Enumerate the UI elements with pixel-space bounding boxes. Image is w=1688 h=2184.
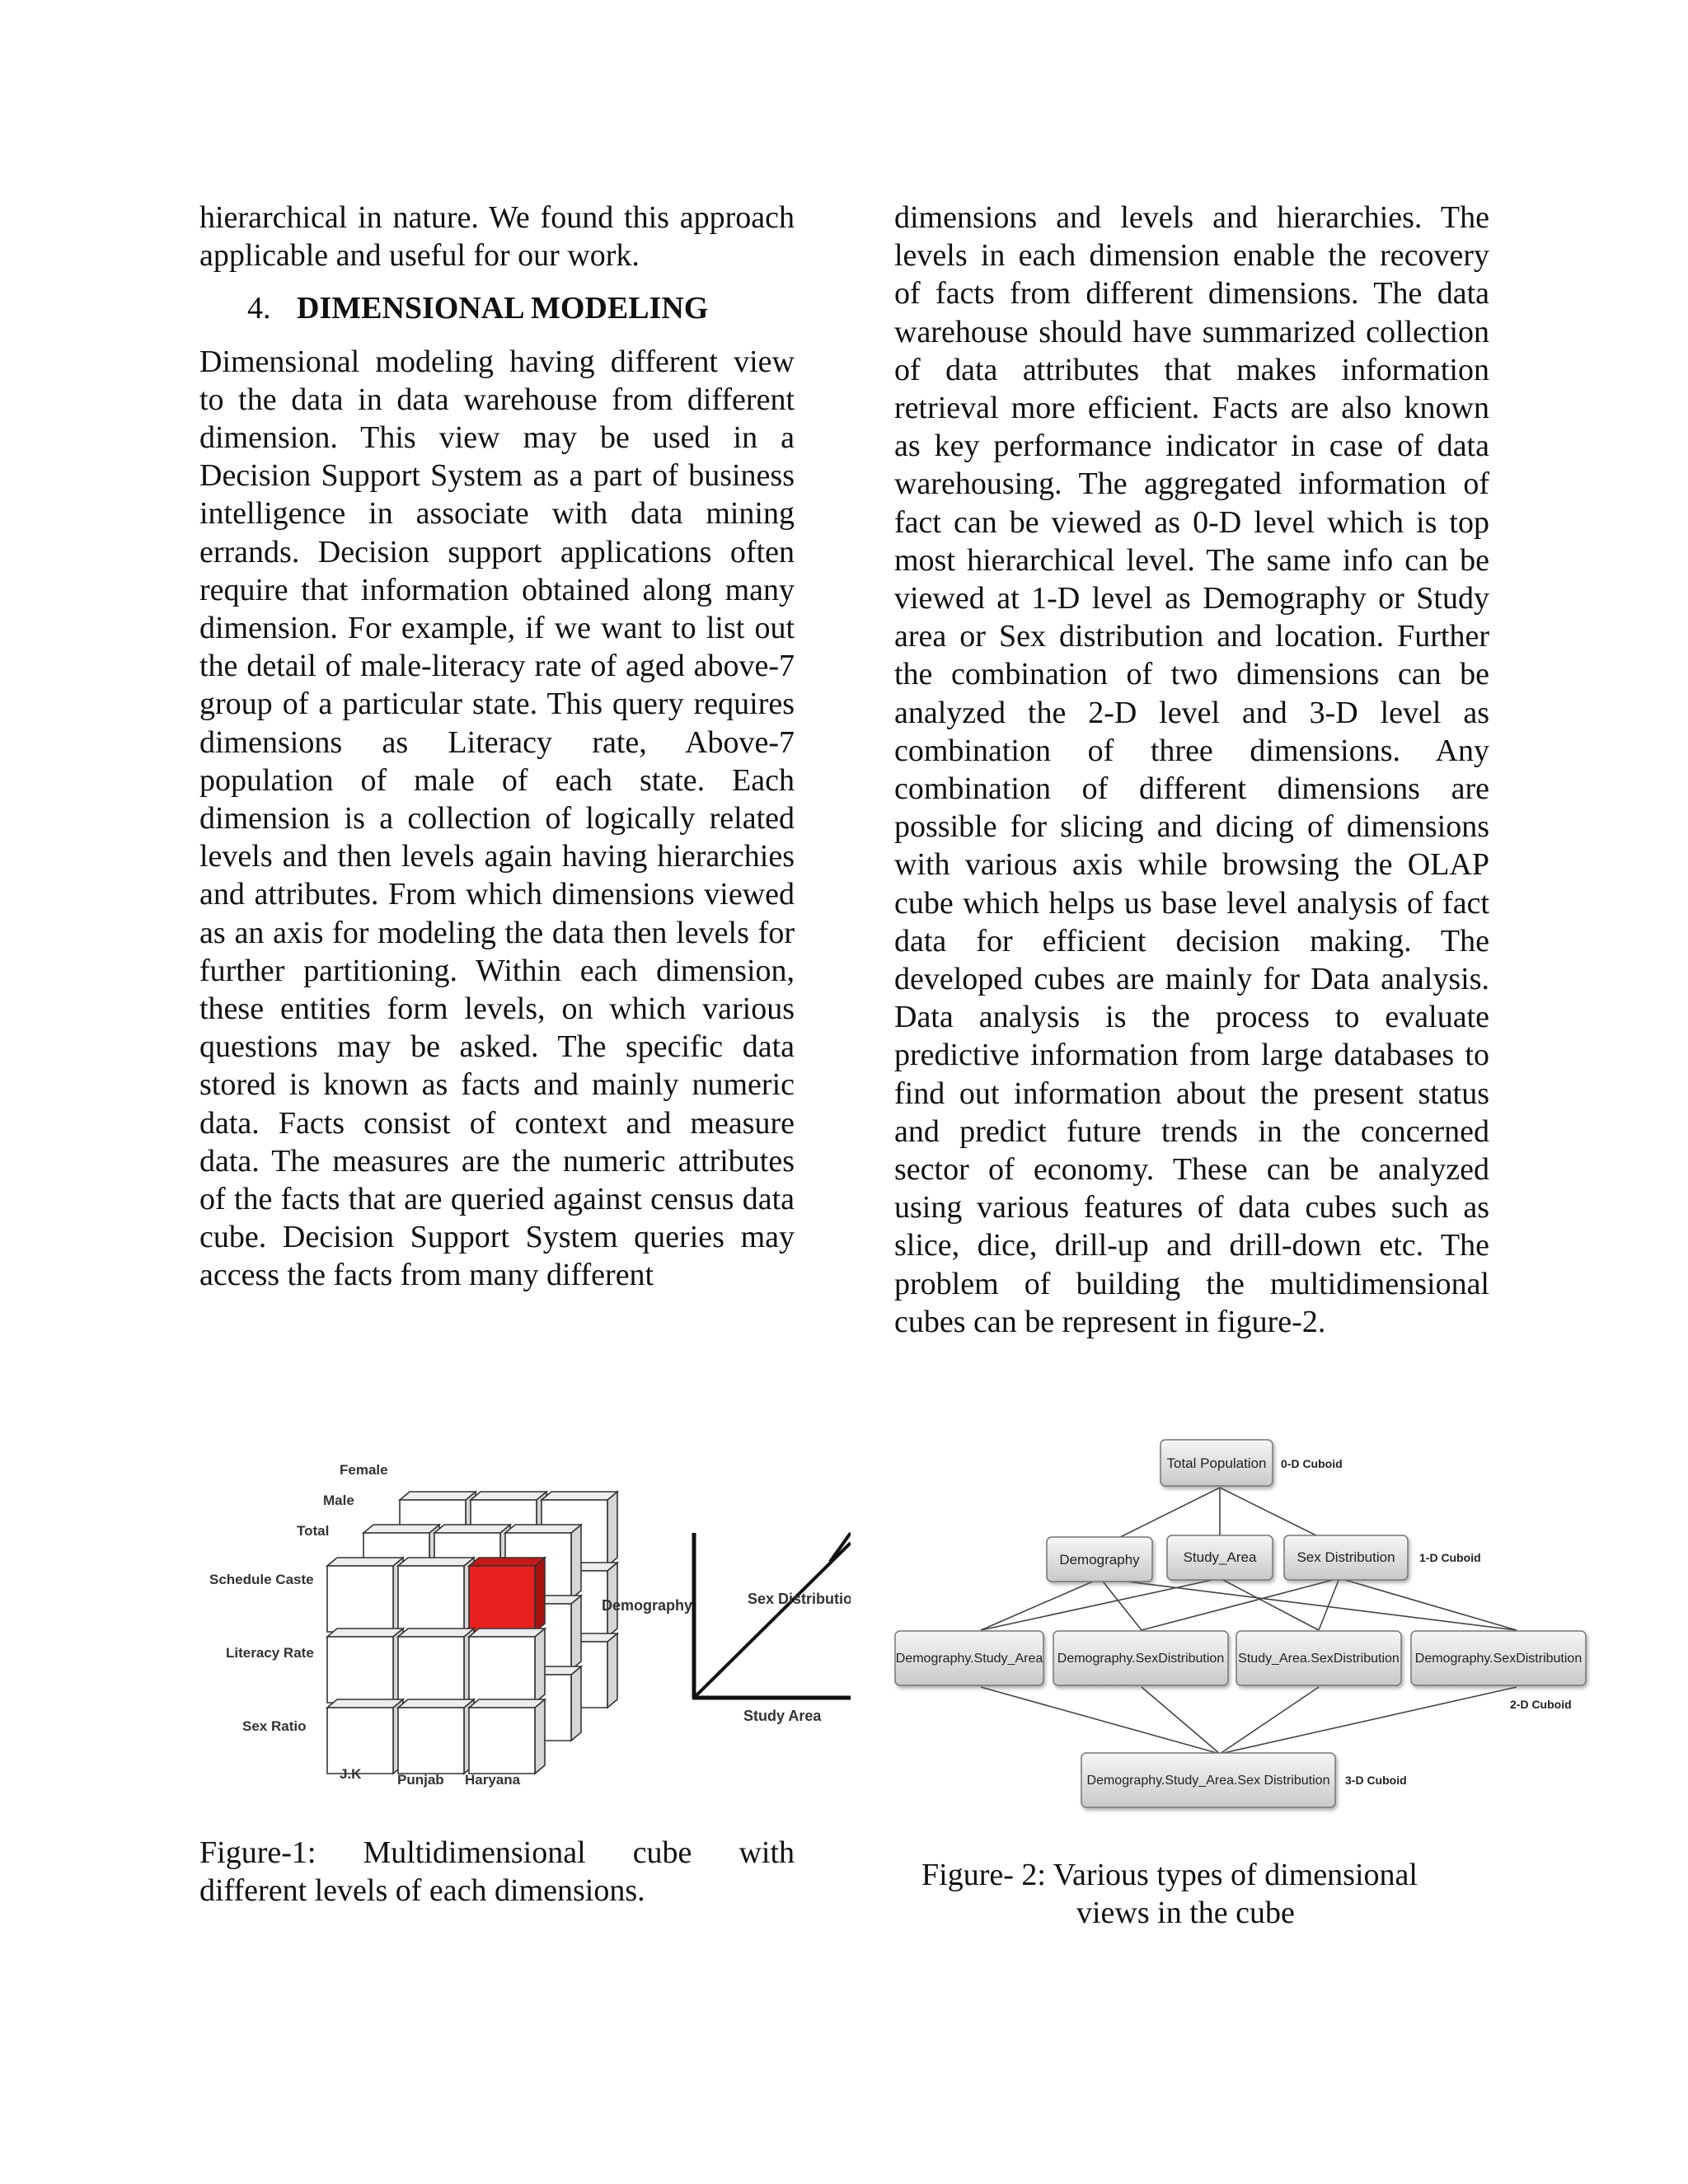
cube-top-face [398,1629,474,1637]
cube-side-face [571,1666,581,1741]
body-paragraph-continued: dimensions and levels and hierarchies. The levels in each dimension enable the recovery of facts from different dimensions. The data warehouse should have summarized collection of data attributes that makes information retrieval more efficient. Facts are also known as key performance indicator in case of data warehousing. The aggregated information of fact can be viewed as 0-D level which is top most hierarchical level. The same info can be viewed at 1-D level as Demography or Study area or Sex distribution and location. Further the combination of two dimensions can be analyzed the 2-D level and 3-D level as combination of three dimensions. Any combination of different dimensions are possible for slicing and dicing of dimensions with various axis while browsing the OLAP cube which helps us base level analysis of fact data for efficient decision making. The developed cubes are mainly for Data analysis. Data analysis is the process to evaluate predictive information from large databases to find out information about the present status and predict future trends in the concerned sector of economy. These can be analyzed using various features of data cubes such as slice, dice, drill-up and drill-down etc. The problem of building the multidimensional cubes can be represent in figure-2. [894,200,1489,1339]
node-demography-sex-distribution [1053,1631,1228,1685]
cube-top-face [400,1492,476,1500]
section-number: 4. [247,291,271,326]
right-column [894,199,1489,1341]
edge [981,1578,1220,1630]
cube-front-face [398,1566,464,1632]
caption-1-word-b: Multidimensional [363,1835,586,1870]
edge [981,1578,1100,1630]
col-label-punjab: Punjab [397,1772,444,1788]
axis-label-sex-distribution: Sex Distributio [748,1591,851,1607]
cube-top-face [398,1699,474,1708]
svg-text:Demography.SexDistribution: Demography.SexDistribution [1414,1652,1582,1666]
node-demography-study-area [895,1631,1043,1685]
cube-side-face [535,1699,545,1774]
cube-front-face [327,1708,393,1774]
node-demography [1047,1537,1152,1582]
cube-side-face [571,1596,581,1670]
cube-top-face [471,1492,546,1500]
svg-text:Study_Area: Study_Area [1183,1549,1257,1565]
figure-1-caption [199,1834,795,1910]
cube-top-face [434,1525,510,1533]
cube-top-face [327,1558,403,1566]
edge [1142,1687,1220,1754]
cube-top-face [327,1699,403,1708]
cube-side-face [607,1633,617,1708]
cube-top-face [469,1629,545,1637]
axis-diagonal-line [696,1543,851,1696]
cube-side-face [535,1558,545,1632]
level-label-1d: 1-D Cuboid [1419,1551,1481,1564]
cube-front-face [327,1566,393,1632]
cube-top-face [398,1558,474,1566]
cube-top-face [469,1558,545,1566]
cube-side-face [535,1629,545,1703]
edge [1319,1578,1339,1630]
node-demography-sex-distribution-2 [1411,1631,1586,1685]
svg-text:Demography.SexDistribution: Demography.SexDistribution [1057,1652,1225,1666]
level-label-2d: 2-D Cuboid [1510,1698,1572,1711]
edge [981,1687,1220,1754]
edge [1339,1578,1517,1630]
depth-label-male: Male [323,1493,354,1508]
cube-front-face [469,1708,535,1774]
cube-top-face [505,1525,581,1533]
node-sex-distribution [1284,1535,1408,1580]
caption-1-word-c: cube [632,1835,692,1870]
svg-text:Sex Distribution: Sex Distribution [1296,1549,1395,1565]
col-label-jk: J.K [340,1766,362,1782]
edge [1220,1687,1319,1754]
cube-axis-label-demography: Demography [602,1597,693,1614]
caption-1-word-d: with [738,1835,795,1870]
cube-front-face [469,1637,535,1703]
cube-top-face [542,1492,617,1500]
cube-diagram [199,1451,851,1797]
figure-2-caption [921,1856,1498,1932]
caption-1-word-a: Figure-1: [199,1835,316,1870]
body-paragraph: Dimensional modeling having different view to the data in data warehouse from different dimension. This view may be used in a Decision Support System as a part of business intelligence in associate with data mining errands. Decision support applications often require that information obtained along many dimension. For example, if we want to list out the detail of male-literacy rate of aged above-7 group of a particular state. This query requires dimensions as Literacy rate, Above-7 population of male of each state. Each dimension is a collection of logically related levels and then levels again having hierarchies and attributes. From which dimensions viewed as an axis for modeling the data then levels for further partitioning. Within each dimension, these entities form levels, on which various questions may be asked. The specific data stored is known as facts and mainly numeric data. Facts consist of context and measure data. The measures are the numeric attributes of the facts that are queried against census data cube. Decision Support System queries may access the facts from many different [199,344,795,1293]
left-column [199,199,795,1295]
svg-text:Total Population: Total Population [1166,1455,1267,1471]
intro-paragraph: hierarchical in nature. We found this approach applicable and useful for our work. [199,200,795,274]
svg-text:Demography.Study_Area: Demography.Study_Area [895,1652,1043,1666]
svg-text:Demography: Demography [1059,1552,1140,1568]
caption-2-line-1: Figure- 2: Various types of dimensional [921,1858,1418,1892]
cube-top-face [363,1525,439,1533]
cube-front-face [327,1637,393,1703]
node-total-population [1160,1440,1273,1486]
cube-front-face [398,1708,464,1774]
level-label-0d: 0-D Cuboid [1281,1457,1343,1470]
node-study-area-sex-distribution [1236,1631,1401,1685]
row-label-sex-ratio: Sex Ratio [242,1718,307,1734]
cube-top-face [469,1699,545,1708]
cube-side-face [571,1525,581,1599]
node-demography-study-area-sex-distribution [1081,1753,1335,1807]
cube-front-face [398,1637,464,1703]
cube-grid [327,1492,617,1774]
caption-1-line-2: different levels of each dimensions. [199,1873,645,1908]
lattice-edges [981,1488,1517,1754]
highlighted-cube-face [469,1566,535,1632]
cuboid-lattice [890,1430,1599,1825]
cube-top-face [327,1629,403,1637]
axis-label-study-area: Study Area [743,1708,822,1724]
level-label-3d: 3-D Cuboid [1345,1774,1407,1787]
figure-2 [890,1430,1599,1825]
cube-side-face [607,1492,617,1566]
svg-text:Demography.Study_Area.Sex Dist: Demography.Study_Area.Sex Distribution [1086,1774,1330,1788]
svg-text:Study_Area.SexDistribution: Study_Area.SexDistribution [1238,1652,1400,1666]
col-label-haryana: Haryana [465,1772,521,1788]
section-heading [247,289,795,327]
row-label-literacy-rate: Literacy Rate [226,1645,314,1661]
section-title: DIMENSIONAL MODELING [297,291,709,326]
figure-1 [199,1451,851,1797]
edge [1100,1578,1142,1630]
row-label-schedule-caste: Schedule Caste [209,1572,314,1587]
depth-label-total: Total [297,1523,330,1539]
caption-2-line-2: views in the cube [1076,1896,1295,1930]
depth-label-female: Female [340,1462,388,1478]
node-study-area [1167,1535,1273,1580]
edge [1220,1687,1517,1754]
